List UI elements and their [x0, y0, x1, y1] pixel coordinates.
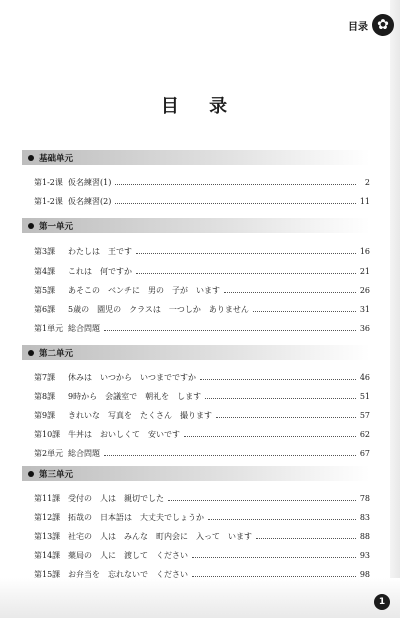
page-number: 11 [359, 196, 370, 206]
lesson-number: 第14課 [34, 550, 61, 560]
page-number: 36 [359, 323, 370, 333]
page-number: 46 [359, 372, 370, 382]
toc-entry[interactable] [34, 371, 370, 383]
toc-entry[interactable] [34, 265, 370, 277]
toc-entry[interactable] [34, 409, 370, 421]
page-number: 62 [359, 429, 370, 439]
toc-entry[interactable] [34, 530, 370, 542]
dot-leader [253, 311, 356, 312]
page-number: 98 [359, 569, 370, 579]
lesson-number: 第5課 [34, 285, 56, 295]
lesson-number: 第1単元 [34, 323, 64, 333]
entry-title: 受付の 人は 親切でした [68, 493, 164, 503]
dot-leader [115, 184, 356, 185]
lesson-number: 第6課 [34, 304, 56, 314]
page-number: 16 [359, 246, 370, 256]
entry-title: お弁当を 忘れないで ください [68, 569, 188, 579]
dot-leader [256, 538, 356, 539]
dot-leader [192, 557, 356, 558]
entry-title: あそこの ベンチに 男の 子が います [68, 285, 220, 295]
entry-title: 休みは いつから いつまでですか [68, 372, 196, 382]
section-title: 第一单元 [39, 221, 74, 232]
lesson-number: 第3課 [34, 246, 56, 256]
lesson-number: 第8課 [34, 391, 56, 401]
section-header [22, 466, 370, 481]
section-header [22, 218, 370, 233]
bullet-icon [28, 350, 34, 356]
toc-entry[interactable] [34, 447, 370, 459]
toc-entry[interactable] [34, 390, 370, 402]
page-number: 26 [359, 285, 370, 295]
entry-title: 総合問題 [68, 448, 100, 458]
entry-title: わたしは 王です [68, 246, 132, 256]
toc-entry[interactable] [34, 284, 370, 296]
lesson-number: 第11課 [34, 493, 61, 503]
entry-title: 仮名練習(2) [68, 196, 112, 206]
toc-entry[interactable] [34, 245, 370, 257]
lesson-number: 第10課 [34, 429, 61, 439]
page-number: 67 [359, 448, 370, 458]
bullet-icon [28, 471, 34, 477]
toc-entry[interactable] [34, 511, 370, 523]
entry-title: きれいな 写真を たくさん 撮ります [68, 410, 212, 420]
dot-leader [136, 253, 356, 254]
dot-leader [104, 330, 356, 331]
dot-leader [104, 455, 356, 456]
page-number: 78 [359, 493, 370, 503]
dot-leader [136, 273, 356, 274]
entry-title: 拓哉の 日本語は 大丈夫でしょうか [68, 512, 204, 522]
toc-entry[interactable] [34, 492, 370, 504]
lesson-number: 第1-2课 [34, 196, 63, 206]
section-title: 基础单元 [39, 153, 74, 164]
toc-entry[interactable] [34, 549, 370, 561]
page-number: 2 [364, 177, 370, 187]
section-header [22, 150, 370, 165]
entry-title: 牛丼は おいしくて 安いです [68, 429, 180, 439]
lesson-number: 第12課 [34, 512, 61, 522]
entry-title: 社宅の 人は みんな 町内会に 入って います [68, 531, 252, 541]
dot-leader [184, 436, 356, 437]
toc-entry[interactable] [34, 176, 370, 188]
toc-entry[interactable] [34, 428, 370, 440]
toc-entry[interactable] [34, 568, 370, 580]
entry-title: 仮名練習(1) [68, 177, 112, 187]
header-label: 目录 [348, 21, 368, 33]
lesson-number: 第7課 [34, 372, 56, 382]
page-title: 目 录 [160, 96, 240, 117]
section-title: 第二单元 [39, 348, 74, 359]
lesson-number: 第15課 [34, 569, 61, 579]
entry-title: 5歳の 園児の クラスは 一つしか ありません [68, 304, 249, 314]
page-number-badge: 1 [374, 594, 390, 610]
flower-icon: ✿ [372, 14, 394, 36]
page-number: 93 [359, 550, 370, 560]
lesson-number: 第4課 [34, 266, 56, 276]
page-number: 21 [359, 266, 370, 276]
section-header [22, 345, 370, 360]
lesson-number: 第9課 [34, 410, 56, 420]
lesson-number: 第2単元 [34, 448, 64, 458]
entry-title: これは 何ですか [68, 266, 132, 276]
entry-title: 9時から 会議室で 朝礼を します [68, 391, 202, 401]
page-number: 31 [359, 304, 370, 314]
header-tab [348, 14, 400, 36]
section-title: 第三单元 [39, 469, 74, 480]
toc-entry[interactable] [34, 322, 370, 334]
dot-leader [224, 292, 356, 293]
toc-entry[interactable] [34, 195, 370, 207]
bottom-band [0, 578, 400, 618]
toc-entry[interactable] [34, 303, 370, 315]
dot-leader [216, 417, 356, 418]
page-number: 57 [359, 410, 370, 420]
dot-leader [168, 500, 356, 501]
page-number: 88 [359, 531, 370, 541]
bullet-icon [28, 223, 34, 229]
dot-leader [115, 203, 355, 204]
entry-title: 薬局の 人に 渡して ください [68, 550, 188, 560]
lesson-number: 第13課 [34, 531, 61, 541]
lesson-number: 第1-2课 [34, 177, 63, 187]
dot-leader [192, 576, 356, 577]
page-number: 51 [359, 391, 370, 401]
dot-leader [200, 379, 356, 380]
dot-leader [208, 519, 356, 520]
bullet-icon [28, 155, 34, 161]
page-number: 83 [359, 512, 370, 522]
dot-leader [205, 398, 356, 399]
entry-title: 総合問題 [68, 323, 100, 333]
